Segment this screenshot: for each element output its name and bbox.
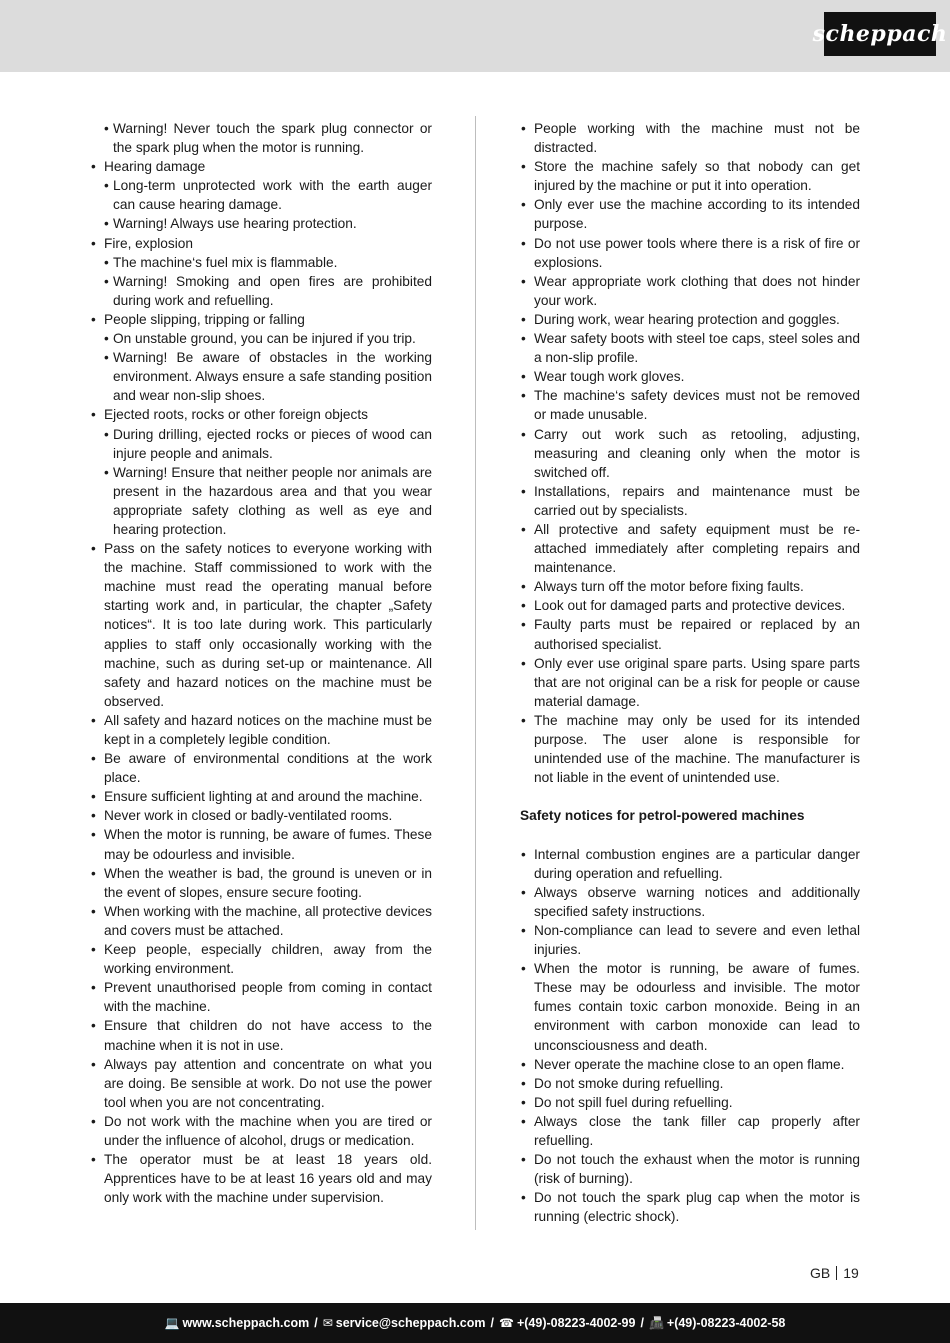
sub-bullet-item: • Warning! Smoking and open fires are prohibited during work and refuelling.	[90, 272, 432, 310]
bullet-item: • Do not spill fuel during refuelling.	[520, 1093, 860, 1112]
bullet-item: • All safety and hazard notices on the machine must be kept in a completely legible condition.	[90, 711, 432, 749]
bullet-item: • Keep people, especially children, away from the working environment.	[90, 940, 432, 978]
fax-icon: 📠	[648, 1316, 664, 1330]
bullet-item: • Ensure sufficient lighting at and around the machine.	[90, 787, 432, 806]
bullet-item: • Carry out work such as retooling, adjusting, measuring and cleaning only when the motor is switched off.	[520, 425, 860, 482]
bullet-item: • Prevent unauthorised people from coming in contact with the machine.	[90, 978, 432, 1016]
mail-icon: ✉	[322, 1316, 333, 1330]
bullet-item: • Pass on the safety notices to everyone working with the machine. Staff commissioned to work with the machine must read the operating manual before starting work and, in particular, the chapter „Safety notices“. It is too late during work. This particularly applies to staff only occasionally working with the machine, such as during set-up or maintenance. All safety and hazard notices on the machine must be observed.	[90, 539, 432, 711]
bullet-item: • Ejected roots, rocks or other foreign objects	[90, 405, 432, 424]
bullet-item: • Non-compliance can lead to severe and even lethal injuries.	[520, 921, 860, 959]
bullet-item: • During work, wear hearing protection and goggles.	[520, 310, 860, 329]
footer-separator: /	[490, 1316, 494, 1330]
page-number-value: 19	[843, 1265, 859, 1281]
bullet-item: • The machine may only be used for its intended purpose. The user alone is responsible for unintended use of the machine. The manufacturer is not liable in the event of unintended use.	[520, 711, 860, 787]
bullet-item: • The machine‘s safety devices must not be removed or made unusable.	[520, 386, 860, 424]
bullet-item: • Ensure that children do not have access to the machine when it is not in use.	[90, 1016, 432, 1054]
bullet-item: • Always close the tank filler cap properly after refuelling.	[520, 1112, 860, 1150]
sub-bullet-item: • On unstable ground, you can be injured if you trip.	[90, 329, 432, 348]
page-number	[810, 1264, 859, 1282]
bullet-item: • Hearing damage	[90, 157, 432, 176]
bullet-item: • Never operate the machine close to an open flame.	[520, 1055, 860, 1074]
footer-separator: /	[314, 1316, 318, 1330]
sub-bullet-item: • Warning! Always use hearing protection.	[90, 214, 432, 233]
bullet-item: • Do not smoke during refuelling.	[520, 1074, 860, 1093]
bullet-item: • When working with the machine, all protective devices and covers must be attached.	[90, 902, 432, 940]
bullet-item: • Wear appropriate work clothing that does not hinder your work.	[520, 272, 860, 310]
sub-bullet-item: • During drilling, ejected rocks or pieces of wood can injure people and animals.	[90, 425, 432, 463]
bullet-item: • Always turn off the motor before fixing faults.	[520, 577, 860, 596]
bullet-item: • Wear safety boots with steel toe caps, steel soles and a non-slip profile.	[520, 329, 860, 367]
bullet-item: • All protective and safety equipment must be re-attached immediately after completing repairs and maintenance.	[520, 520, 860, 577]
bullet-item: • When the motor is running, be aware of fumes. These may be odourless and invisible.	[90, 825, 432, 863]
column-divider	[475, 116, 476, 1230]
page-number-separator	[836, 1266, 837, 1280]
bullet-item: • Do not touch the exhaust when the motor is running (risk of burning).	[520, 1150, 860, 1188]
petrol-safety-list	[520, 845, 860, 1227]
sub-bullet-item: • Warning! Never touch the spark plug connector or the spark plug when the motor is running.	[90, 119, 432, 157]
footer-separator: /	[640, 1316, 644, 1330]
bullet-item: • Always observe warning notices and additionally specified safety instructions.	[520, 883, 860, 921]
header-band	[0, 0, 950, 72]
bullet-item: • Be aware of environmental conditions at the work place.	[90, 749, 432, 787]
sub-bullet-item: • Long-term unprotected work with the earth auger can cause hearing damage.	[90, 176, 432, 214]
bullet-item: • Installations, repairs and maintenance must be carried out by specialists.	[520, 482, 860, 520]
footer-fax: +(49)-08223-4002-58	[666, 1316, 786, 1330]
footer-email[interactable]: service@scheppach.com	[335, 1316, 486, 1330]
left-bullet-list	[90, 119, 432, 1207]
bullet-item: • Fire, explosion	[90, 234, 432, 253]
right-column	[520, 119, 860, 1226]
bullet-item: • Do not touch the spark plug cap when the motor is running (electric shock).	[520, 1188, 860, 1226]
page-language: GB	[810, 1265, 831, 1281]
bullet-item: • Do not work with the machine when you are tired or under the influence of alcohol, drugs or medication.	[90, 1112, 432, 1150]
bullet-item: • Store the machine safely so that nobody can get injured by the machine or put it into operation.	[520, 157, 860, 195]
bullet-item: • Always pay attention and concentrate on what you are doing. Be sensible at work. Do not use the power tool when you are not concentrating.	[90, 1055, 432, 1112]
sub-bullet-item: • The machine‘s fuel mix is flammable.	[90, 253, 432, 272]
brand-logo: scheppach	[824, 12, 936, 56]
footer-phone: +(49)-08223-4002-99	[516, 1316, 636, 1330]
phone-icon: ☎	[499, 1316, 514, 1330]
bullet-item: • People working with the machine must not be distracted.	[520, 119, 860, 157]
bullet-item: • Faulty parts must be repaired or replaced by an authorised specialist.	[520, 615, 860, 653]
bullet-item: • Wear tough work gloves.	[520, 367, 860, 386]
bullet-item: • People slipping, tripping or falling	[90, 310, 432, 329]
right-bullet-list	[520, 119, 860, 787]
section-heading: Safety notices for petrol-powered machines	[520, 808, 805, 824]
bullet-item: • When the weather is bad, the ground is uneven or in the event of slopes, ensure secure footing.	[90, 864, 432, 902]
sub-bullet-item: • Warning! Be aware of obstacles in the working environment. Always ensure a safe standing position and wear non-slip shoes.	[90, 348, 432, 405]
bullet-item: • Only ever use the machine according to its intended purpose.	[520, 195, 860, 233]
computer-icon: 💻	[164, 1316, 180, 1330]
bullet-item: • The operator must be at least 18 years old. Apprentices have to be at least 16 years old and may only work with the machine under supervision.	[90, 1150, 432, 1207]
footer-bar	[0, 1303, 950, 1343]
bullet-item: • Internal combustion engines are a particular danger during operation and refuelling.	[520, 845, 860, 883]
footer-website[interactable]: www.scheppach.com	[182, 1316, 310, 1330]
sub-bullet-item: • Warning! Ensure that neither people nor animals are present in the hazardous area and that you wear appropriate safety clothing as well as eye and hearing protection.	[90, 463, 432, 539]
bullet-item: • Do not use power tools where there is a risk of fire or explosions.	[520, 234, 860, 272]
bullet-item: • Look out for damaged parts and protective devices.	[520, 596, 860, 615]
bullet-item: • Never work in closed or badly-ventilated rooms.	[90, 806, 432, 825]
bullet-item: • Only ever use original spare parts. Using spare parts that are not original can be a risk for people or cause material damage.	[520, 654, 860, 711]
bullet-item: • When the motor is running, be aware of fumes. These may be odourless and invisible. The motor fumes contain toxic carbon monoxide. Being in an environment with carbon monoxide can lead to unconsciousness and death.	[520, 959, 860, 1054]
left-column	[90, 119, 432, 1207]
